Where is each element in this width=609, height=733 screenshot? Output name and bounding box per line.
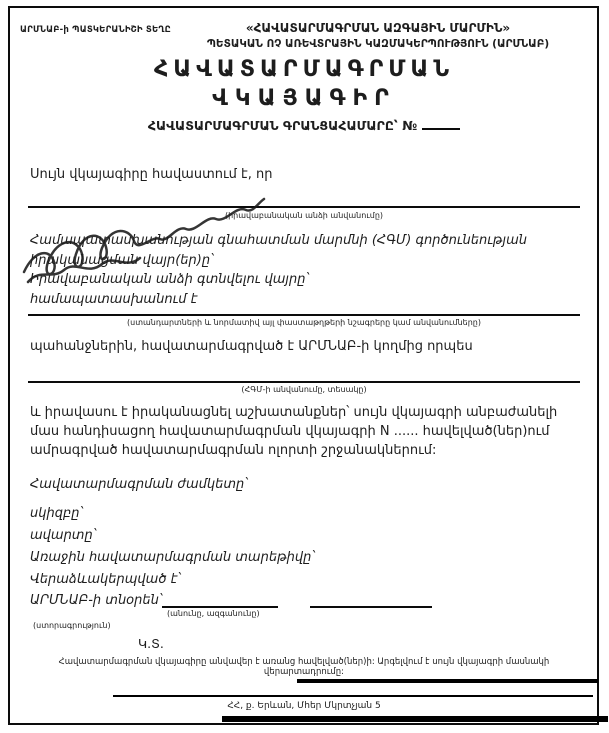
reissued-label: Վերաձևակերպված է՝ [30,572,181,587]
address-separator-line [113,695,593,697]
scope-paragraph: և իրավասու է իրականացնել աշխատանքներ՝ սույն վկայագրի անբաժանելի մաս հանդիսացող հավատարմագրման վկայագրի N ...... հավելված(ներ)ում ամրագրված հավատարմագրման ոլորտի շրջանակներում: [30,405,558,458]
disclaimer-text: Հավատարմագրման վկայագիրը անվավեր է առանց հավելված(ներ)ի: Արգելվում է սույն վկայագրի մասնակի վերարտադրումը: [58,657,550,677]
cab-type-blank-line [28,381,580,383]
legal-entity-caption: (իրավաբանական անձի անվանումը) [224,211,384,220]
scan-artifact-bar-bottom [222,716,608,722]
org-header [170,21,586,50]
first-accreditation-label: Առաջին հավատարմագրման տարեթիվը՝ [30,550,315,565]
standards-blank-line [28,314,580,316]
registration-number-line [30,117,578,133]
org-name: «ՀԱՎԱՏԱՐՄԱԳՐՄԱՆ ԱԶԳԱՅԻՆ ՄԱՐՄԻՆ» [245,21,511,35]
standards-caption: (ստանդարտների և նորմատիվ այլ փաստաթղթերի նշագրերը կամ անվանումները) [127,318,481,327]
corresponds-line: համապատասխանում է [30,291,198,307]
legal-entity-location-line: Իրավաբանական անձի գտնվելու վայրը՝ [30,272,309,287]
director-label: ԱՐՄՆԱԲ-ի տնօրեն՝ [30,593,162,608]
page-border-frame [8,6,599,725]
address-text: ՀՀ, ք. Երևան, Մհեր Մկրտչյան 5 [227,701,381,711]
title-word-accreditation: ՀԱՎԱՏԱՐՄԱԳՐՄԱՆ [153,57,455,82]
start-date-label: սկիզբը՝ [30,506,83,521]
registration-number-blank [422,117,460,130]
name-blank-line [310,606,432,608]
accreditation-period-label: Հավատարմագրման ժամկետը՝ [30,477,248,492]
signature-blank-line [162,606,278,608]
registration-number-label: ՀԱՎԱՏԱՐՄԱԳՐՄԱՆ ԳՐԱՆՑԱՀԱՄԱՐԸ՝ № [147,118,418,133]
seal-placeholder: Կ.Տ. [138,636,164,651]
cab-location-line: Համապատասխանության գնահատման մարմնի (ՀԳՄ) գործունեության իրականացման վայր(եր)ը՝ [30,233,527,268]
name-caption: (անունը, ազգանունը) [167,609,260,618]
end-date-label: ավարտը՝ [30,528,96,543]
org-type: ՊԵՏԱԿԱՆ ՈՉ ԱՌԵՎՏՐԱՅԻՆ ԿԱԶՄԱԿԵՐՊՈՒԹՅՈՒՆ (ԱՐՄՆԱԲ) [206,38,550,50]
scan-artifact-bar-top [297,679,598,683]
signature-caption: (ստորագրություն) [33,621,111,630]
title-word-certificate: ՎԿԱՅԱԳԻՐ [212,86,396,111]
logo-placeholder-text: ԱՐՄՆԱԲ-ի ՊԱՏԿԵՐԱՆԻՇԻ ՏԵՂԸ [20,25,172,35]
cab-type-caption: (ՀԳՄ-ի անվանումը, տեսակը) [241,385,367,394]
intro-statement: Սույն վկայագիրը հավաստում է, որ [30,167,273,182]
accredited-by-line: պահանջներին, հավատարմագրված է ԱՐՄՆԱԲ-ի կողմից որպես [30,339,473,354]
legal-entity-blank-line [28,206,580,208]
location-paragraph [30,231,582,309]
